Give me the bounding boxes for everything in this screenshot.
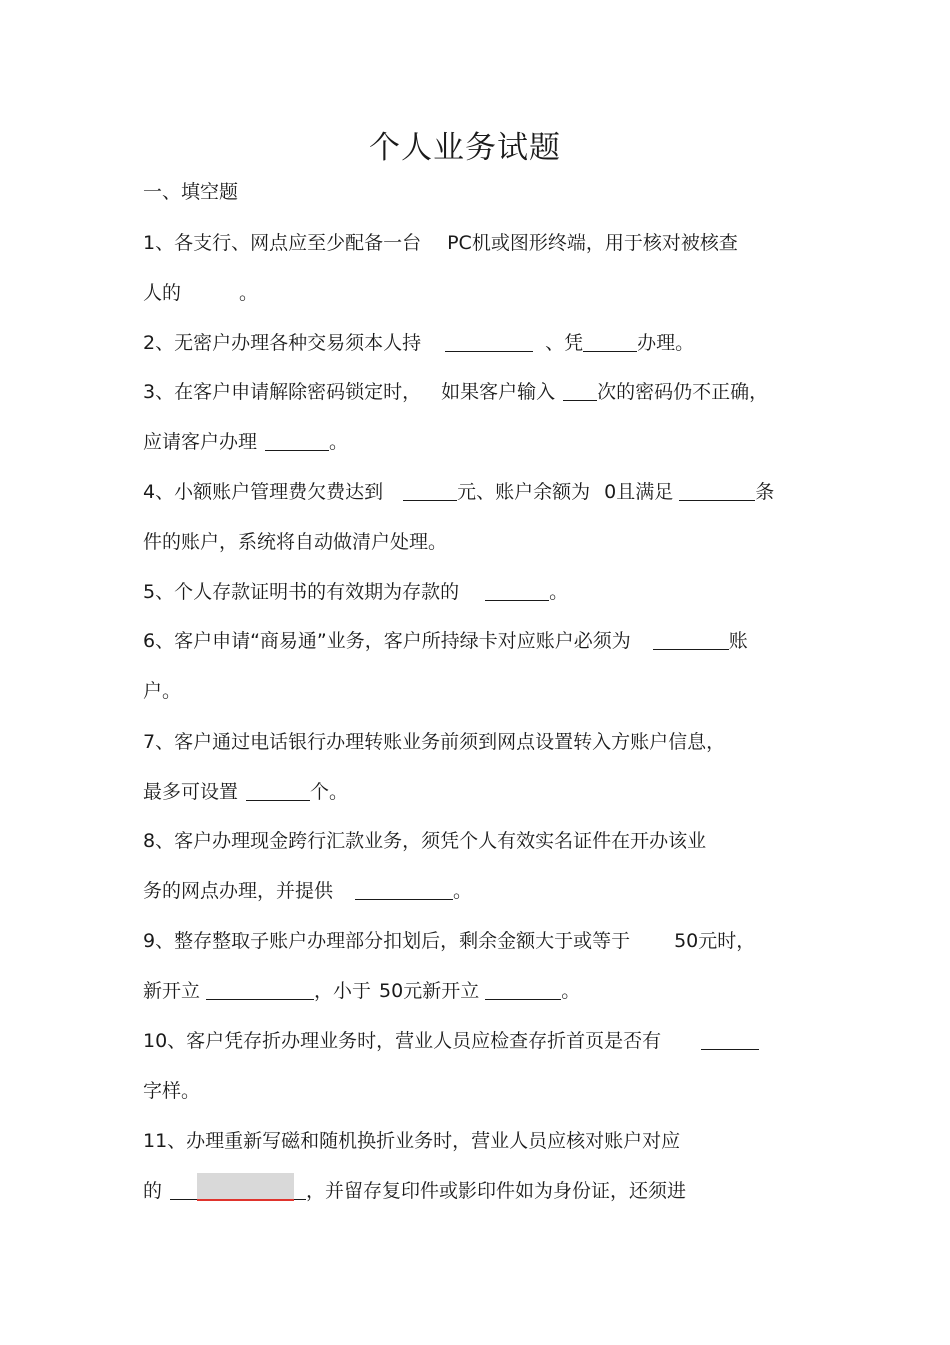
section-heading: 一、填空题 <box>143 181 239 203</box>
answer-blank[interactable] <box>206 979 314 1000</box>
question-text: PC机或图形终端，用于核对被核查 <box>447 232 738 254</box>
question-text: 如果客户输入 <box>441 381 556 403</box>
answer-blank[interactable] <box>485 580 549 601</box>
question-text: 条 <box>755 481 775 503</box>
question-5-line-1 <box>143 578 568 606</box>
highlight-shade <box>197 1173 294 1201</box>
question-text: 账 <box>728 630 748 652</box>
question-4-line-1 <box>143 478 774 506</box>
question-text: 元、账户余额为 <box>457 481 591 503</box>
question-text: 件的账户，系统将自动做清户处理。 <box>143 531 448 553</box>
page-title: 个人业务试题 <box>369 130 561 166</box>
question-6-line-1 <box>143 627 748 655</box>
question-text: 。 <box>239 282 259 304</box>
answer-blank[interactable] <box>701 1029 759 1050</box>
question-10-line-1 <box>143 1027 759 1055</box>
question-text: 。 <box>549 581 569 603</box>
question-11-line-1 <box>143 1127 680 1155</box>
question-7-line-2 <box>143 778 348 806</box>
answer-blank[interactable] <box>246 780 310 801</box>
question-text: 。 <box>561 980 581 1002</box>
question-text: 3、在客户申请解除密码锁定时， <box>143 381 422 403</box>
answer-blank[interactable] <box>583 331 637 352</box>
answer-blank[interactable] <box>445 331 533 352</box>
question-text: 的 <box>143 1180 163 1202</box>
question-text: 户。 <box>143 680 182 702</box>
question-2-line-1 <box>143 329 694 357</box>
question-text: 10、客户凭存折办理业务时，营业人员应检查存折首页是否有 <box>143 1030 662 1052</box>
question-text: 。 <box>453 880 473 902</box>
question-11-line-2 <box>143 1177 686 1205</box>
question-text: 字样。 <box>143 1080 201 1102</box>
answer-blank[interactable] <box>653 629 729 650</box>
question-text: 务的网点办理，并提供 <box>143 880 334 902</box>
question-text: 2、无密户办理各种交易须本人持 <box>143 332 422 354</box>
question-text: 8、客户办理现金跨行汇款业务，须凭个人有效实名证件在开办该业 <box>143 830 707 852</box>
question-text: 人的 <box>143 282 182 304</box>
question-text: 、凭 <box>545 332 584 354</box>
question-text: 次的密码仍不正确， <box>597 381 769 403</box>
answer-blank[interactable] <box>563 380 597 401</box>
answer-blank[interactable] <box>265 430 329 451</box>
question-text: ，并留存复印件或影印件如为身份证，还须进 <box>306 1180 687 1202</box>
question-1-line-1 <box>143 229 738 257</box>
question-text: 个。 <box>310 781 349 803</box>
question-text: 9、整存整取子账户办理部分扣划后，剩余金额大于或等于 <box>143 930 631 952</box>
question-text: 7、客户通过电话银行办理转账业务前须到网点设置转入方账户信息， <box>143 731 726 753</box>
question-7-line-1 <box>143 728 725 756</box>
question-10-line-2 <box>143 1077 200 1105</box>
question-8-line-1 <box>143 827 706 855</box>
answer-blank[interactable] <box>403 480 457 501</box>
question-text: 1、各支行、网点应至少配备一台 <box>143 232 422 254</box>
question-text: 新开立 <box>143 980 201 1002</box>
question-text: 。 <box>329 431 349 453</box>
question-text: 4、小额账户管理费欠费达到 <box>143 481 384 503</box>
answer-blank[interactable] <box>485 979 561 1000</box>
answer-blank[interactable] <box>679 480 755 501</box>
spellcheck-underline <box>197 1199 294 1201</box>
question-text: 50元时， <box>674 930 756 952</box>
question-text: 0且满足 <box>604 481 674 503</box>
question-9-line-2 <box>143 977 580 1005</box>
question-text: 办理。 <box>637 332 695 354</box>
question-text: 应请客户办理 <box>143 431 258 453</box>
question-text: 6、客户申请“商易通”业务，客户所持绿卡对应账户必须为 <box>143 630 631 652</box>
question-text: ，小于 <box>314 980 372 1002</box>
question-text: 11、办理重新写磁和随机换折业务时，营业人员应核对账户对应 <box>143 1130 681 1152</box>
question-3-line-1 <box>143 378 768 406</box>
question-1-line-2 <box>143 279 258 307</box>
question-text: 最多可设置 <box>143 781 239 803</box>
question-3-line-2 <box>143 428 348 456</box>
question-8-line-2 <box>143 877 472 905</box>
answer-blank[interactable] <box>355 879 453 900</box>
answer-blank-highlighted[interactable] <box>170 1179 306 1200</box>
question-4-line-2 <box>143 528 447 556</box>
question-text: 50元新开立 <box>379 980 480 1002</box>
question-6-line-2 <box>143 677 181 705</box>
question-text: 5、个人存款证明书的有效期为存款的 <box>143 581 460 603</box>
question-9-line-1 <box>143 927 755 955</box>
